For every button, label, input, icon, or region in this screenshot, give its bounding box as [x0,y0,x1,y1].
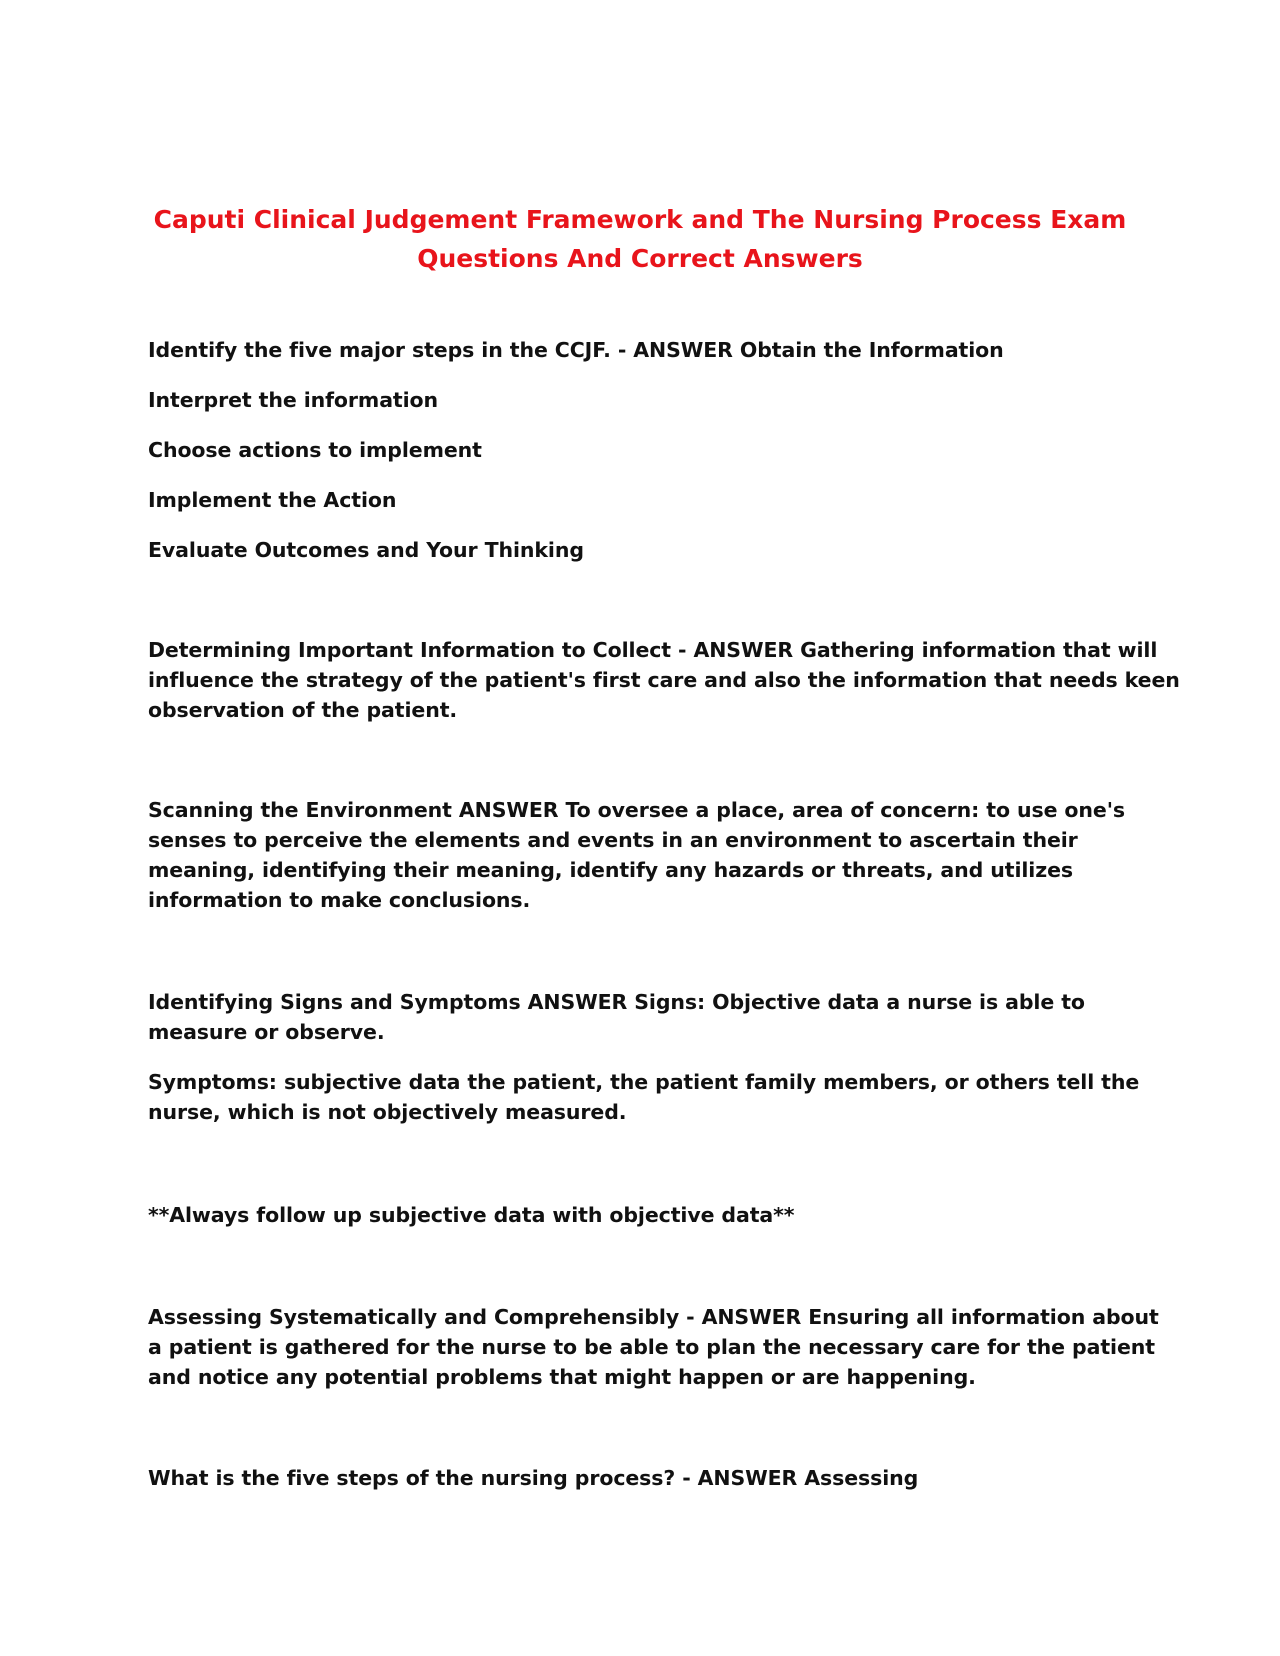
question-paragraph [148,1463,1138,1493]
answer-step-paragraph [148,485,1138,515]
paragraph-line: Assessing Systematically and Comprehensibly - ANSWER Ensuring all information about [148,1305,1159,1329]
paragraph-line: Identifying Signs and Symptoms ANSWER Signs: Objective data a nurse is able to [148,990,1085,1014]
answer-step-paragraph [148,385,1138,415]
paragraph-line: influence the strategy of the patient's first care and also the information that needs keen [148,668,1180,692]
question-paragraph [148,335,1138,365]
paragraph-line: Choose actions to implement [148,438,482,462]
paragraph-line: What is the five steps of the nursing process? - ANSWER Assessing [148,1466,919,1490]
paragraph-line: Interpret the information [148,388,439,412]
paragraph-line: Identify the five major steps in the CCJF. - ANSWER Obtain the Information [148,338,1004,362]
paragraph-line: senses to perceive the elements and events in an environment to ascertain their [148,828,1078,852]
paragraph-line: and notice any potential problems that might happen or are happening. [148,1365,976,1389]
question-paragraph [148,795,1138,915]
paragraph-line: information to make conclusions. [148,888,531,912]
document-title-line: Questions And Correct Answers [417,244,863,273]
paragraph-line: meaning, identifying their meaning, identify any hazards or threats, and utilizes [148,858,1073,882]
paragraph-line: a patient is gathered for the nurse to be able to plan the necessary care for the patient [148,1335,1155,1359]
paragraph-line: nurse, which is not objectively measured. [148,1100,627,1124]
paragraph-line: Determining Important Information to Collect - ANSWER Gathering information that will [148,638,1158,662]
question-paragraph [148,1302,1159,1392]
paragraph-line: Symptoms: subjective data the patient, the patient family members, or others tell the [148,1070,1140,1094]
note-paragraph [148,1200,1138,1230]
answer-step-paragraph [148,535,1138,565]
paragraph-line: **Always follow up subjective data with objective data** [148,1203,795,1227]
answer-paragraph [148,1067,1138,1127]
paragraph-line: observation of the patient. [148,698,458,722]
question-paragraph [148,987,1138,1047]
paragraph-line: Evaluate Outcomes and Your Thinking [148,538,584,562]
paragraph-line: Scanning the Environment ANSWER To oversee a place, area of concern: to use one's [148,798,1125,822]
document-title-line: Caputi Clinical Judgement Framework and The Nursing Process Exam [153,205,1127,234]
question-paragraph [148,635,1180,725]
document-title [0,200,1280,278]
paragraph-line: measure or observe. [148,1020,385,1044]
answer-step-paragraph [148,435,1138,465]
paragraph-line: Implement the Action [148,488,397,512]
